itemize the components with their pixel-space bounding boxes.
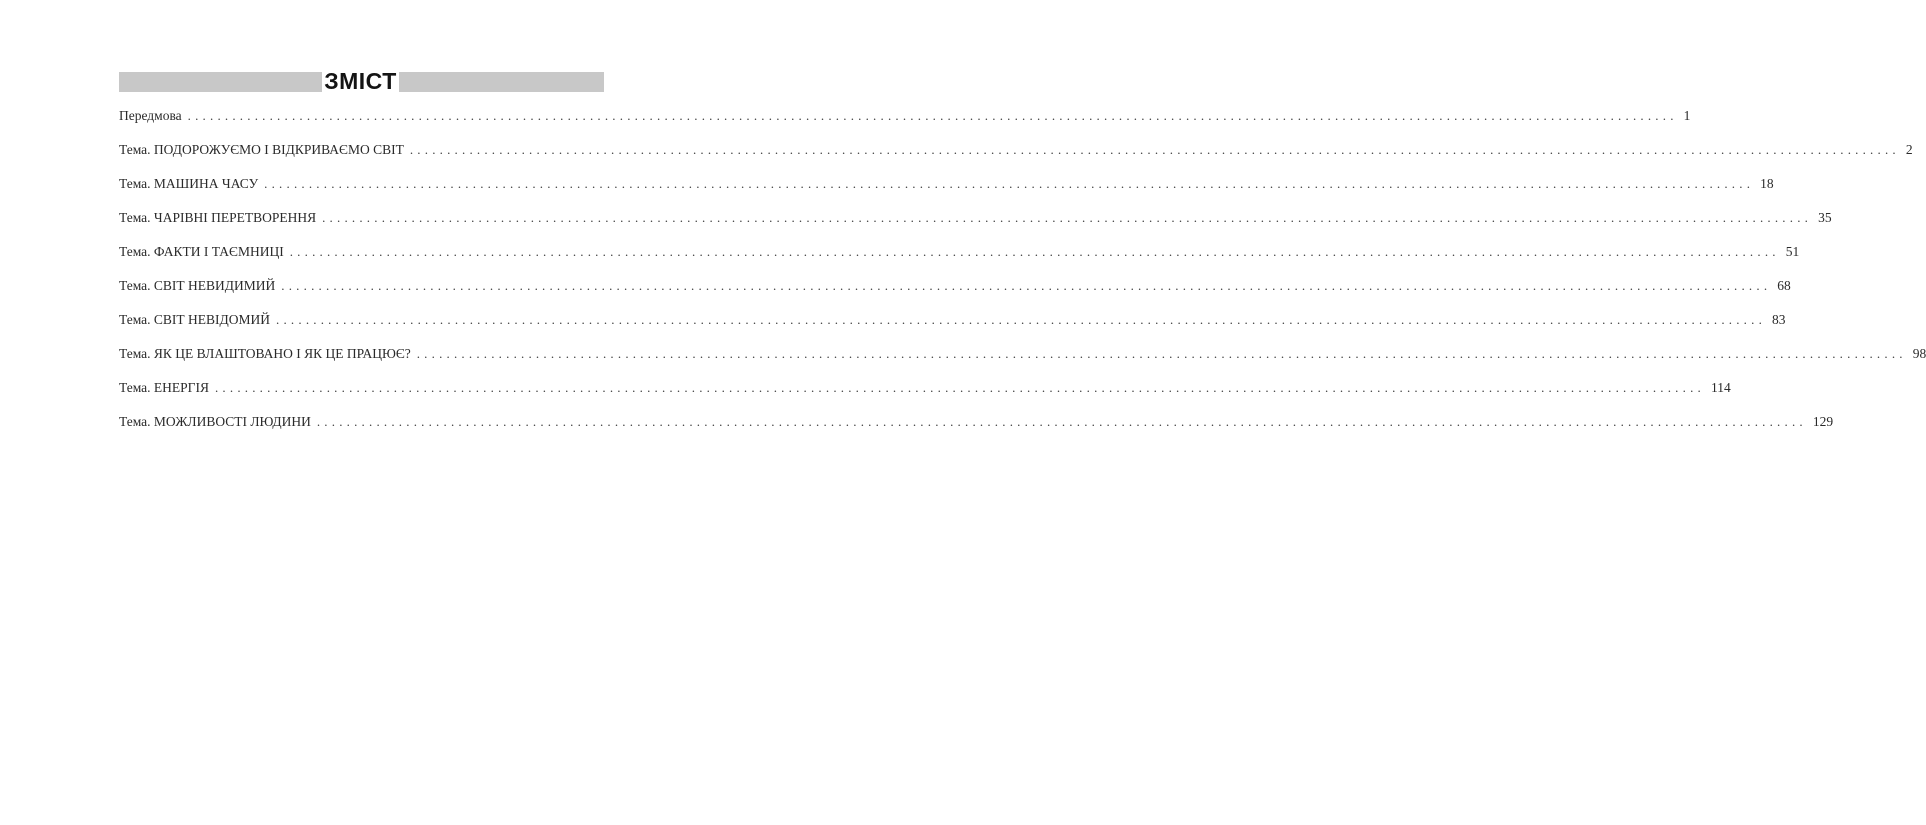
toc-entry xyxy=(119,277,1791,311)
toc-entry-label xyxy=(119,141,404,159)
toc-entry-prefix: Тема. xyxy=(119,380,151,395)
toc-entry-page-number: 18 xyxy=(1760,176,1774,191)
toc-entry-title: ЕНЕРГІЯ xyxy=(153,380,209,395)
toc-entry-prefix: Тема. xyxy=(119,346,151,361)
toc-entry-label xyxy=(119,209,316,227)
contents-heading xyxy=(119,70,604,94)
heading-bar-left xyxy=(119,72,322,92)
toc-entry-title: ЧАРІВНІ ПЕРЕТВОРЕННЯ xyxy=(153,210,317,225)
toc-leader-dots: ........................................................................................................................................................................................................ xyxy=(289,244,1780,259)
toc-entry-prefix: Тема. xyxy=(119,414,151,429)
toc-leader-dots: ........................................................................................................................................................................................................ xyxy=(187,108,1678,123)
toc-leader-dots: ........................................................................................................................................................................................................ xyxy=(416,346,1907,361)
toc-entry xyxy=(119,311,1786,345)
toc-entry-page-number: 68 xyxy=(1777,278,1791,293)
toc-entry-page-number: 98 xyxy=(1912,346,1926,361)
toc-entry-label xyxy=(119,379,209,397)
toc-entry-prefix: Тема. xyxy=(119,176,151,191)
toc-entry-prefix: Тема. xyxy=(119,210,151,225)
toc-leader-dots: ........................................................................................................................................................................................................ xyxy=(409,142,1900,157)
toc-entry-label xyxy=(119,311,270,329)
toc-entry xyxy=(119,243,1800,277)
toc-entry xyxy=(119,413,1834,447)
toc-entry-page-number: 83 xyxy=(1772,312,1786,327)
toc-entry-page-number: 35 xyxy=(1818,210,1832,225)
toc-entry-title: ПОДОРОЖУЄМО І ВІДКРИВАЄМО СВІТ xyxy=(153,142,404,157)
toc-entry-title: МАШИНА ЧАСУ xyxy=(153,176,259,191)
toc-entry-title: МОЖЛИВОСТІ ЛЮДИНИ xyxy=(153,414,311,429)
toc-entry-prefix: Тема. xyxy=(119,278,151,293)
toc-leader-dots: ........................................................................................................................................................................................................ xyxy=(214,380,1705,395)
heading-bar-right xyxy=(399,72,604,92)
toc-entry-label xyxy=(119,345,411,363)
toc-entry-title: СВІТ НЕВИДИМИЙ xyxy=(153,278,276,293)
toc-entry xyxy=(119,107,1691,141)
toc-entry-label xyxy=(119,413,311,431)
toc-entry-prefix: Тема. xyxy=(119,244,151,259)
toc-entry-label xyxy=(119,107,182,125)
toc-entry xyxy=(119,141,1913,175)
toc-entry-page-number: 1 xyxy=(1683,108,1691,123)
toc-leader-dots: ........................................................................................................................................................................................................ xyxy=(276,312,1767,327)
toc-entry-title: Передмова xyxy=(119,108,182,123)
toc-entry xyxy=(119,209,1832,243)
toc-entry-label xyxy=(119,277,275,295)
toc-entry xyxy=(119,345,1926,379)
toc-entry-label xyxy=(119,175,258,193)
toc-entry-title: ЯК ЦЕ ВЛАШТОВАНО І ЯК ЦЕ ПРАЦЮЄ? xyxy=(153,346,411,361)
toc-leader-dots: ........................................................................................................................................................................................................ xyxy=(322,210,1813,225)
toc-entry-page-number: 2 xyxy=(1905,142,1913,157)
toc-entry xyxy=(119,379,1731,413)
table-of-contents xyxy=(119,107,1926,447)
page-title: ЗМІСТ xyxy=(324,68,397,94)
toc-entry-page-number: 114 xyxy=(1710,380,1731,395)
toc-entry xyxy=(119,175,1774,209)
toc-leader-dots: ........................................................................................................................................................................................................ xyxy=(264,176,1755,191)
toc-entry-label xyxy=(119,243,284,261)
toc-entry-prefix: Тема. xyxy=(119,142,151,157)
toc-leader-dots: ........................................................................................................................................................................................................ xyxy=(316,414,1807,429)
toc-entry-title: СВІТ НЕВІДОМИЙ xyxy=(153,312,271,327)
toc-leader-dots: ........................................................................................................................................................................................................ xyxy=(281,278,1772,293)
toc-entry-page-number: 51 xyxy=(1785,244,1800,259)
toc-entry-title: ФАКТИ І ТАЄМНИЦІ xyxy=(153,244,284,259)
toc-entry-prefix: Тема. xyxy=(119,312,151,327)
toc-entry-page-number: 129 xyxy=(1812,414,1834,429)
